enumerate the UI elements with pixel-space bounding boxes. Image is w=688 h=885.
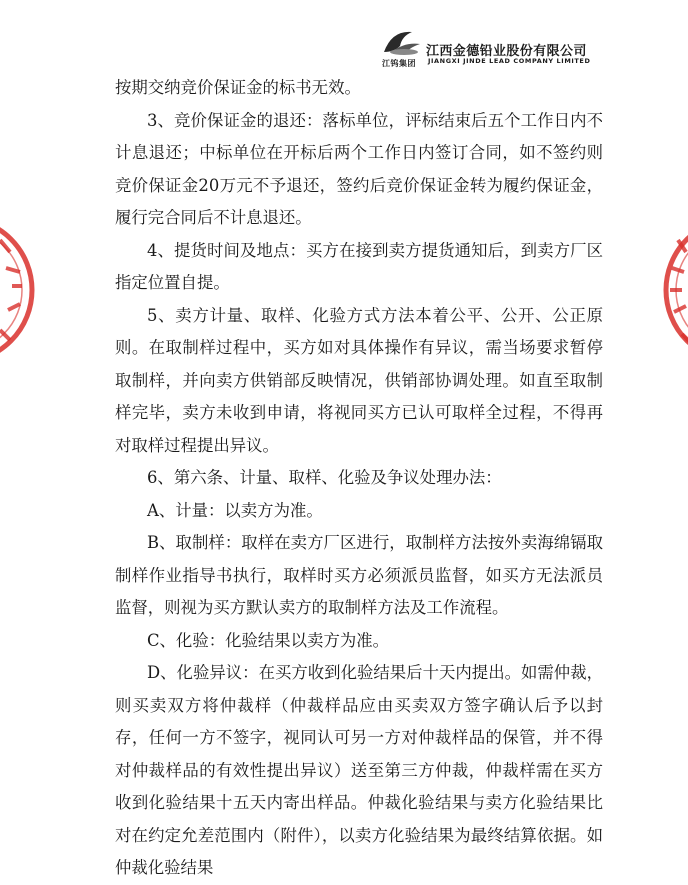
paragraph-pickup: 4、提货时间及地点：买方在接到卖方提货通知后，到卖方厂区指定位置自提。 — [115, 240, 603, 292]
paragraph-article-six: 6、第六条、计量、取样、化验及争议处理办法： — [147, 468, 502, 487]
company-name-cn: 江西金德铅业股份有限公司 — [426, 44, 587, 59]
right-seal-stamp-icon — [648, 190, 688, 390]
left-seal-stamp-icon — [0, 190, 50, 390]
paragraph-assay-dispute: D、化验异议：在买方收到化验结果后十天内提出。如需仲裁，则买卖双方将仲裁样（仲裁样品应由买卖双方签字确认后予以封存，任何一方不签字，视同认可另一方对仲裁样品的保管，并不得对仲裁样品的有效性提出异议）送至第三方仲裁，仲裁样需在买方收到化验结果十五天内寄出样品。仲裁化验结果与卖方化验结果比对在约定允差范围内（附件），以卖方化验结果为最终结算依据。如仲裁化验结果 — [115, 663, 603, 877]
document-body — [115, 72, 603, 885]
paragraph-sampling-principle: 5、卖方计量、取样、化验方式方法本着公平、公开、公正原则。在取制样过程中，买方如对具体操作有异议，需当场要求暂停取制样，并向卖方供销部反映情况，供销部协调处理。如直至取制样完毕，卖方未收到申请，将视同买方已认可取样全过程，不得再对取样过程提出异议。 — [115, 305, 603, 455]
letterhead — [378, 22, 618, 70]
paragraph-sample-preparation: B、取制样：取样在卖方厂区进行，取制样方法按外卖海绵镉取制样作业指导书执行，取样时买方必须派员监督，如买方无法派员监督，则视为买方默认卖方的取制样方法及工作流程。 — [115, 533, 603, 617]
company-name-en: JIANGXI JINDE LEAD COMPANY LIMITED — [428, 57, 591, 65]
paragraph-assay: C、化验：化验结果以卖方为准。 — [147, 630, 390, 650]
logo-caption: 江钨集团 — [382, 59, 416, 68]
paragraph-continuation: 按期交纳竞价保证金的标书无效。 — [115, 78, 361, 97]
paragraph-deposit-refund: 3、竞价保证金的退还：落标单位，评标结束后五个工作日内不计息退还；中标单位在开标后两个工作日内签订合同，如不签约则竞价保证金20万元不予退还，签约后竞价保证金转为履约保证金，履行完合同后不计息退还。 — [115, 110, 603, 227]
paragraph-measurement: A、计量：以卖方为准。 — [147, 500, 323, 520]
